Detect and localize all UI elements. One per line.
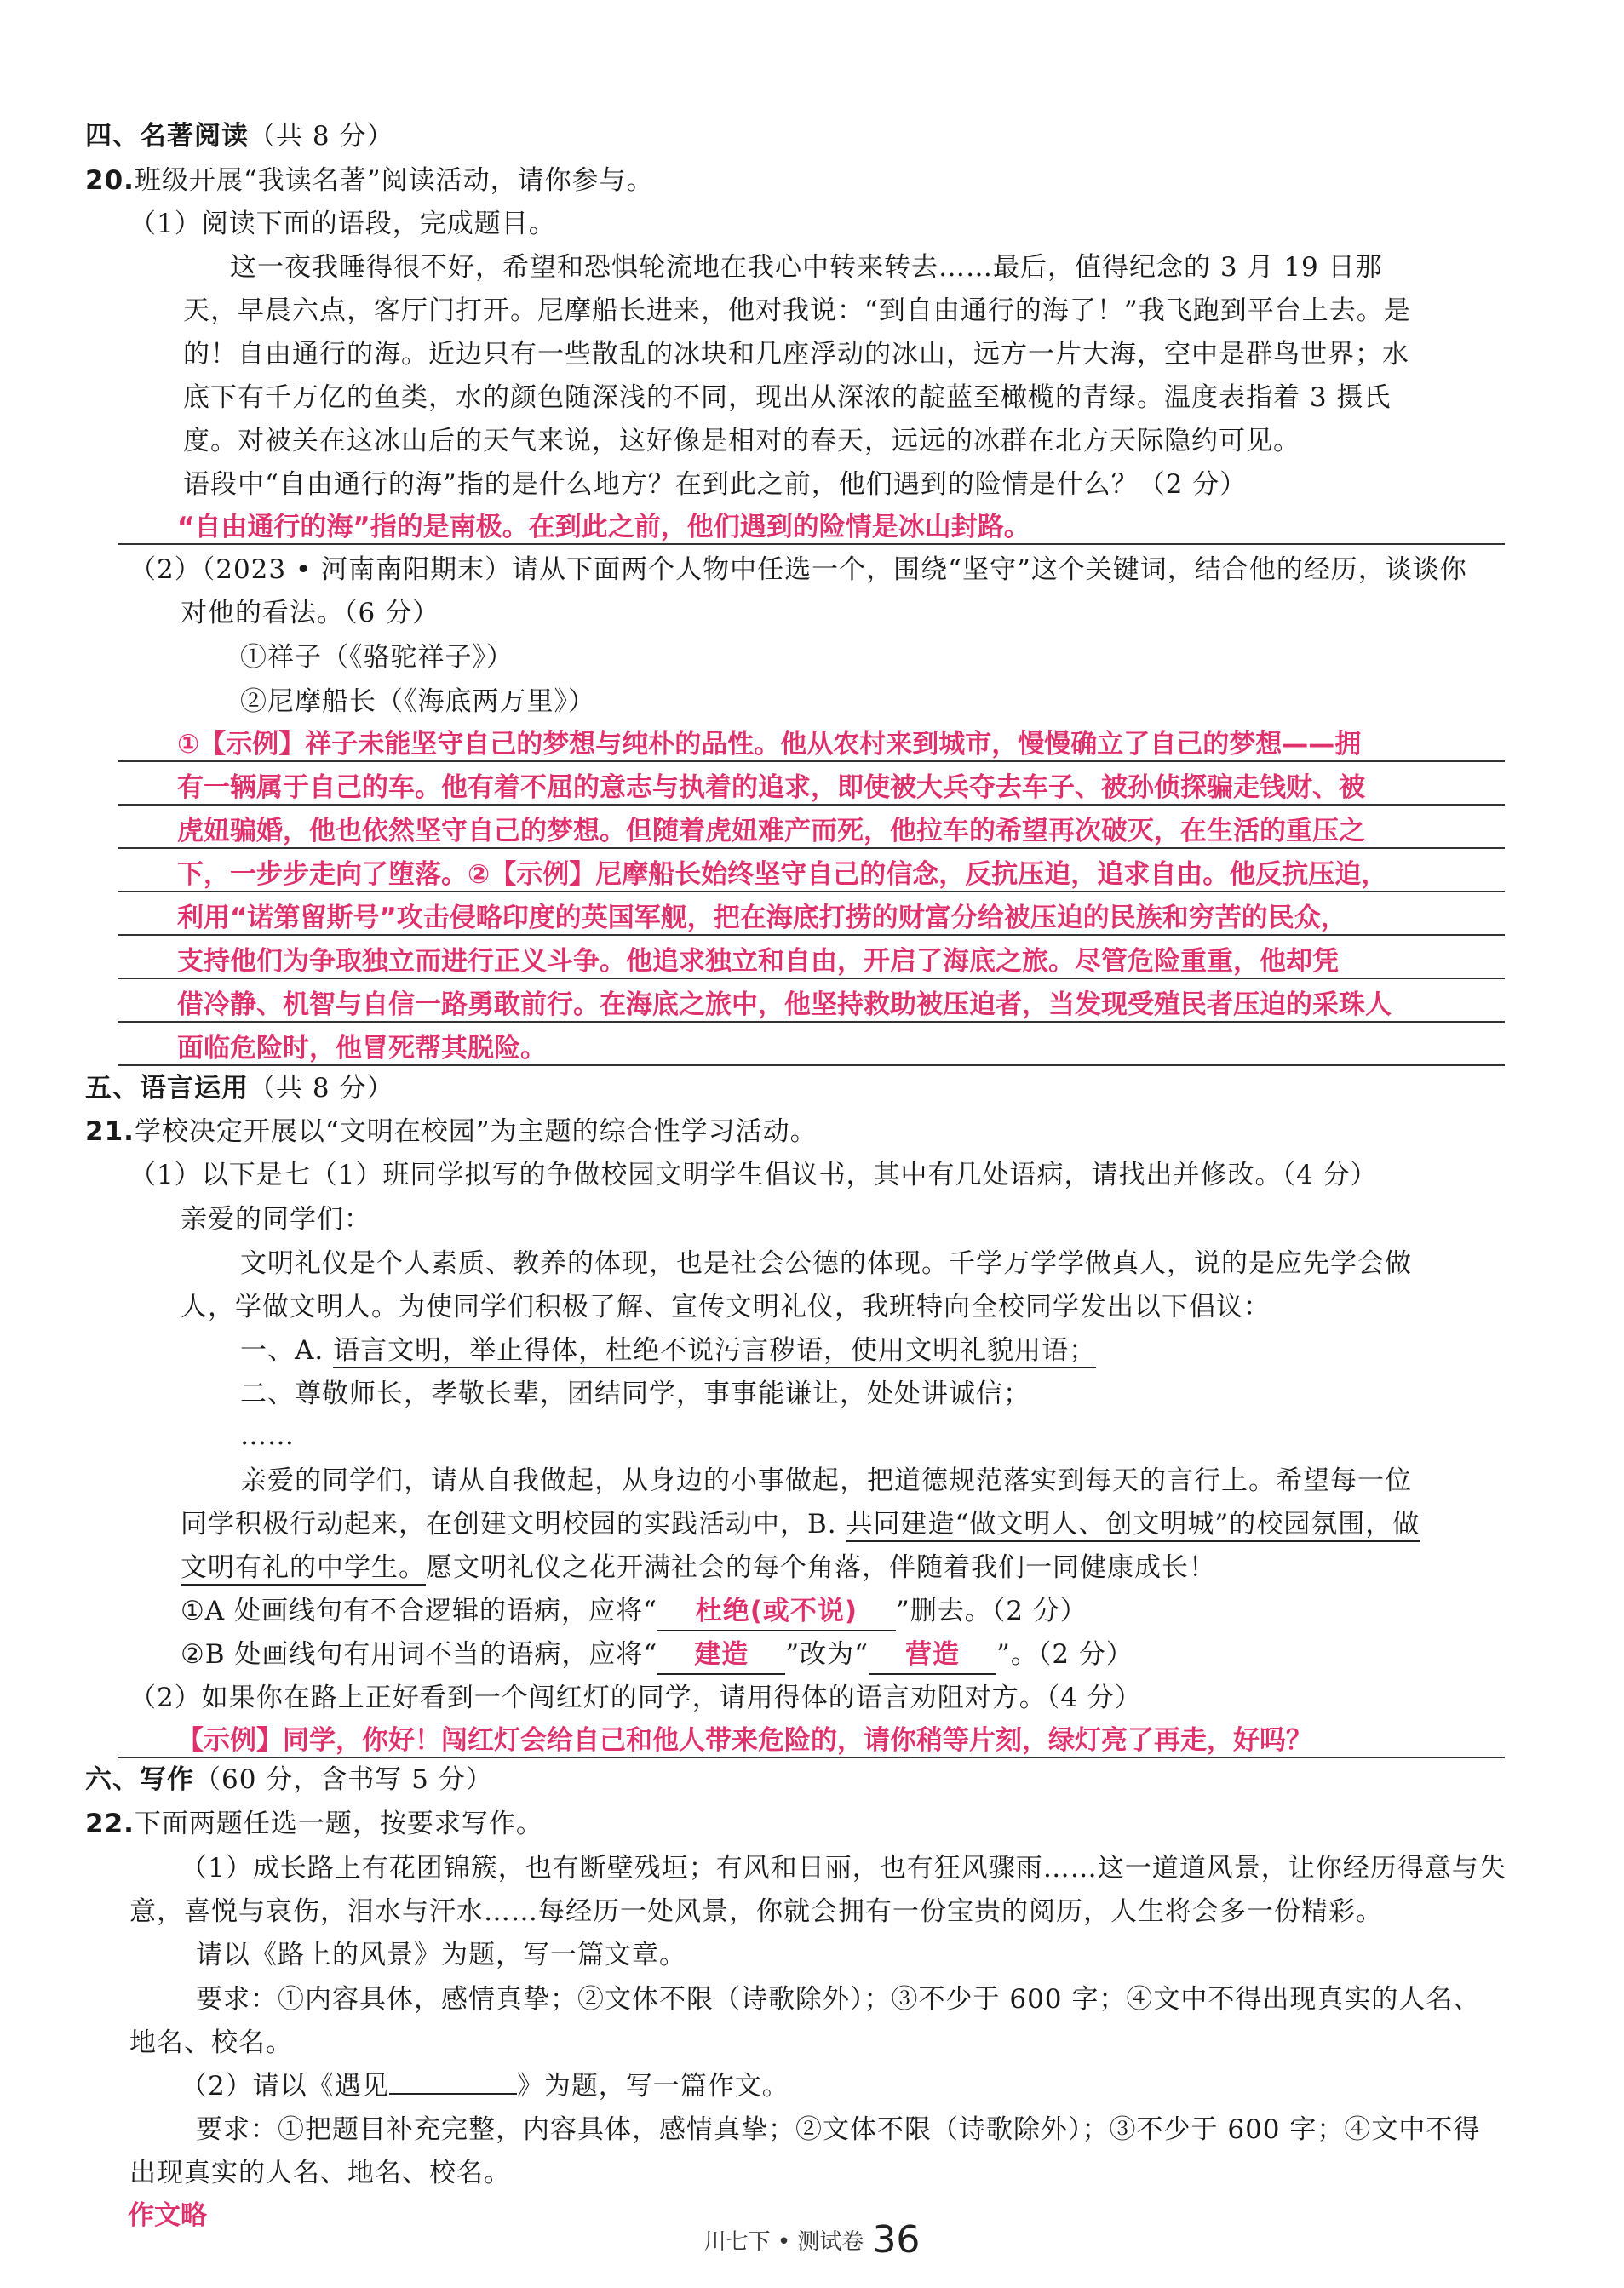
q21-p1-instruction: （1）以下是七（1）班同学拟写的争做校园文明学生倡议书，其中有几处语病，请找出并修改。（4 分） (129, 1160, 1378, 1190)
q21-p2-answer: 【示例】同学，你好！闯红灯会给自己和他人带来危险的，请你稍等片刻，绿灯亮了再走，好吗？ (177, 1725, 1312, 1756)
section-5-heading: 五、语言运用（共 8 分） (85, 1073, 394, 1104)
proposal-para1: 人，学做文明人。为使同学们积极了解、宣传文明礼仪，我班特向全校同学发出以下倡议： (181, 1292, 1271, 1322)
answer-line (118, 934, 1505, 936)
underlined-sentence-b: 文明有礼的中学生。 (181, 1552, 426, 1586)
topic-1-title: 请以《路上的风景》为题，写一篇文章。 (196, 1940, 686, 1970)
topic-1-requirements: 地名、校名。 (129, 2027, 293, 2058)
q21-p2-question: （2）如果你在路上正好看到一个闯红灯的同学，请用得体的语言劝阻对方。（4 分） (129, 1683, 1142, 1713)
proposal-para2: 亲爱的同学们，请从自我做起，从身边的小事做起，把道德规范落实到每天的言行上。希望每一位 (240, 1465, 1412, 1496)
sub-question-a: ①A 处画线句有不合逻辑的语病，应将“ 杜绝(或不说) ”删去。（2 分） (181, 1592, 1087, 1631)
proposal-para1: 文明礼仪是个人素质、教养的体现，也是社会公德的体现。千学万学学做真人，说的是应先学会做 (240, 1248, 1412, 1279)
page-number: 36 (872, 2218, 921, 2262)
q20-p2-question: 对他的看法。（6 分） (181, 598, 440, 628)
q20-p2-answer-line: ①【示例】祥子未能坚守自己的梦想与纯朴的品性。他从农村来到城市，慢慢确立了自己的梦想——拥 (177, 729, 1362, 760)
proposal-item-1: 一、A. 语言文明，举止得体，杜绝不说污言秽语，使用文明礼貌用语； (240, 1332, 1096, 1369)
answer-blank: 建造 (657, 1636, 785, 1675)
q20-p2-answer-line: 有一辆属于自己的车。他有着不屈的意志与执着的追求，即使被大兵夺去车子、被孙侦探骗走钱财、被 (177, 772, 1365, 803)
topic-1-intro: 意，喜悦与哀伤，泪水与汗水……每经历一处风景，你就会拥有一份宝贵的阅历，人生将会多一份精彩。 (129, 1896, 1383, 1927)
question-20-stem: 20.班级开展“我读名著”阅读活动，请你参与。 (85, 165, 654, 196)
section-6-heading: 六、写作（60 分，含书写 5 分） (85, 1764, 493, 1795)
underlined-sentence-a: 语言文明，举止得体，杜绝不说污言秽语，使用文明礼貌用语； (333, 1335, 1096, 1368)
answer-line (118, 760, 1505, 762)
answer-line (118, 891, 1505, 892)
answer-line (118, 978, 1505, 979)
q20-p2-answer-line: 面临危险时，他冒死帮其脱险。 (177, 1033, 547, 1064)
answer-line (118, 1021, 1505, 1023)
q20-p1-question: 语段中“自由通行的海”指的是什么地方？在到此之前，他们遇到的险情是什么？（2 分） (183, 469, 1248, 500)
passage-line: 的！自由通行的海。近边只有一些散乱的冰块和几座浮动的冰山，远方一片大海，空中是群鸟世界；水 (183, 339, 1409, 370)
page-footer (0, 2218, 1624, 2262)
q20-p1-answer: “自由通行的海”指的是南极。在到此之前，他们遇到的险情是冰山封路。 (177, 512, 1030, 542)
proposal-item-2: 二、尊敬师长，孝敬长辈，团结同学，事事能谦让，处处讲诚信； (240, 1379, 1030, 1409)
q20-p2-answer-line: 利用“诺第留斯号”攻击侵略印度的英国军舰，把在海底打捞的财富分给被压迫的民族和穷苦的民众， (177, 903, 1347, 933)
topic-2-requirements: 出现真实的人名、地名、校名。 (129, 2158, 511, 2188)
q20-p2-answer-line: 支持他们为争取独立而进行正义斗争。他追求独立和自由，开启了海底之旅。尽管危险重重，他却凭 (177, 946, 1339, 977)
proposal-para2: 同学积极行动起来，在创建文明校园的实践活动中，B. 共同建造“做文明人、创文明城”的校园氛围，做 (181, 1505, 1420, 1543)
passage-line: 这一夜我睡得很不好，希望和恐惧轮流地在我心中转来转去……最后，值得纪念的 3 月 19 日那 (230, 252, 1383, 283)
answer-line (118, 1064, 1505, 1066)
topic-1-requirements: 要求：①内容具体，感情真挚；②文体不限（诗歌除外）；③不少于 600 字；④文中不得出现真实的人名、 (196, 1984, 1481, 2015)
answer-line (118, 804, 1505, 806)
footer-label: 川七下 • 测试卷 (703, 2229, 864, 2255)
answer-line (118, 1757, 1505, 1758)
option-nemo: ②尼摩船长（《海底两万里》） (240, 686, 595, 717)
passage-line: 底下有千万亿的鱼类，水的颜色随深浅的不同，现出从深浓的靛蓝至橄榄的青绿。温度表指着 3 摄氏 (183, 382, 1392, 413)
answer-blank: 杜绝(或不说) (657, 1592, 896, 1631)
proposal-para2: 文明有礼的中学生。愿文明礼仪之花开满社会的每个角落，伴随着我们一同健康成长！ (181, 1549, 1216, 1586)
topic-2-prompt: （2）请以《遇见 》为题，写一篇作文。 (181, 2071, 789, 2102)
topic-1-intro: （1）成长路上有花团锦簇，也有断壁残垣；有风和日丽，也有狂风骤雨……这一道道风景，让你经历得意与失 (181, 1853, 1506, 1884)
ellipsis: …… (240, 1420, 295, 1451)
passage-line: 度。对被关在这冰山后的天气来说，这好像是相对的春天，远远的冰群在北方天际隐约可见。 (183, 426, 1300, 456)
title-blank (389, 2093, 517, 2095)
topic-2-requirements: 要求：①把题目补充完整，内容具体，感情真挚；②文体不限（诗歌除外）；③不少于 600 字；④文中不得 (196, 2114, 1481, 2145)
underlined-sentence-b: 共同建造“做文明人、创文明城”的校园氛围，做 (846, 1509, 1420, 1542)
passage-line: 天，早晨六点，客厅门打开。尼摩船长进来，他对我说：“到自由通行的海了！”我飞跑到平台上去。是 (183, 295, 1411, 326)
answer-line (118, 543, 1505, 545)
sub-question-b: ②B 处画线句有用词不当的语病，应将“ 建造 ”改为“ 营造 ”。（2 分） (181, 1636, 1133, 1675)
q20-p2-question: （2）（2023 • 河南南阳期末）请从下面两个人物中任选一个，围绕“坚守”这个关键词，结合他的经历，谈谈你 (129, 554, 1467, 585)
q20-p1-instruction: （1）阅读下面的语段，完成题目。 (129, 209, 556, 239)
essay-answer: 作文略 (128, 2200, 207, 2231)
q20-p2-answer-line: 虎妞骗婚，他也依然坚守自己的梦想。但随着虎妞难产而死，他拉车的希望再次破灭，在生活的重压之 (177, 816, 1365, 846)
q20-p2-answer-line: 下，一步步走向了堕落。②【示例】尼摩船长始终坚守自己的信念，反抗压迫，追求自由。他反抗压迫， (177, 859, 1388, 890)
answer-blank: 营造 (869, 1636, 996, 1675)
option-xiangzi: ①祥子（《骆驼祥子》） (240, 642, 514, 673)
section-4-heading: 四、名著阅读（共 8 分） (85, 121, 394, 152)
q20-p2-answer-line: 借冷静、机智与自信一路勇敢前行。在海底之旅中，他坚持救助被压迫者，当发现受殖民者压迫的采珠人 (177, 989, 1392, 1020)
question-21-stem: 21.学校决定开展以“文明在校园”为主题的综合性学习活动。 (85, 1116, 818, 1147)
question-22-stem: 22.下面两题任选一题，按要求写作。 (85, 1809, 543, 1839)
answer-line (118, 847, 1505, 849)
proposal-greeting: 亲爱的同学们： (181, 1204, 371, 1235)
